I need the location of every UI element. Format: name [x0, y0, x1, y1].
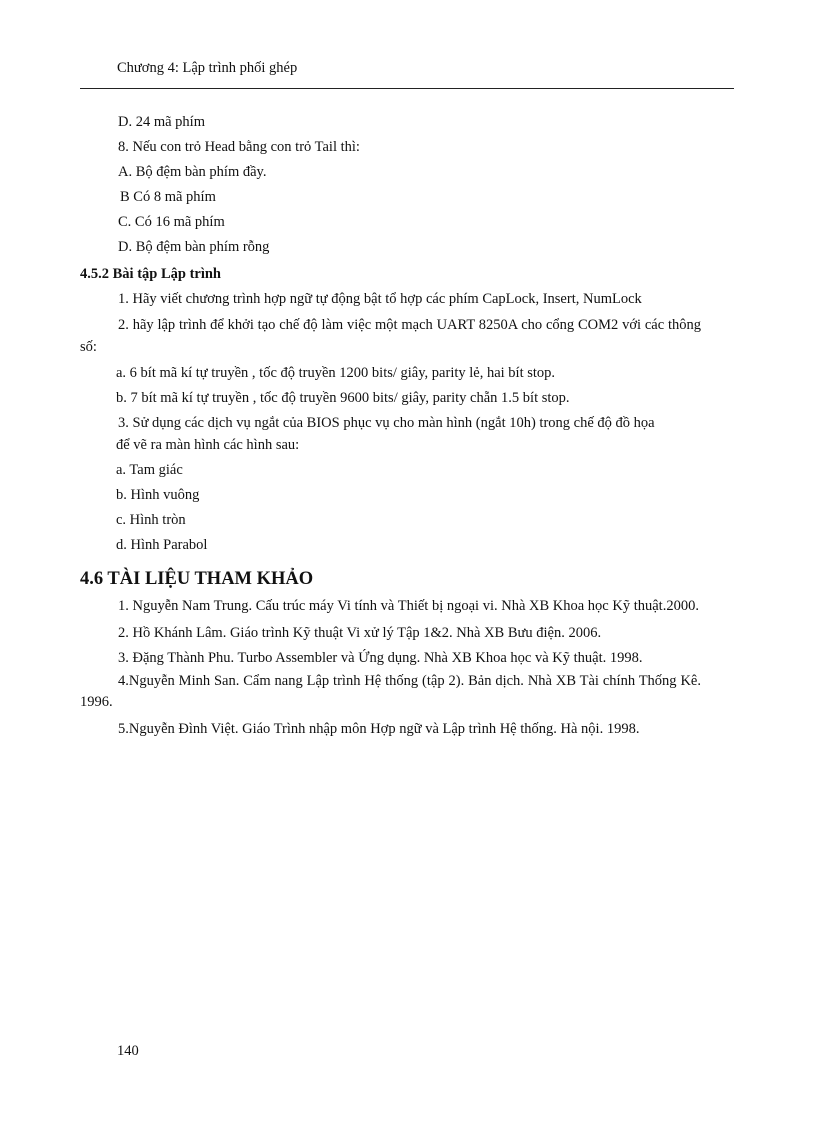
reference-item: 3. Đặng Thành Phu. Turbo Assembler và Ứng dụng. Nhà XB Khoa học và Kỹ thuật. 1998.: [118, 649, 643, 666]
exercise-2: 2. hãy lập trình để khởi tạo chế độ làm việc một mạch UART 8250A cho cổng COM2 với các thông số:: [80, 317, 701, 355]
exercise-3: 3. Sử dụng các dịch vụ ngắt của BIOS phục vụ cho màn hình (ngắt 10h) trong chế độ đồ họa: [118, 415, 655, 431]
reference-item: 4.Nguyễn Minh San. Cẩm nang Lập trình Hệ thống (tập 2). Bản dịch. Nhà XB Tài chính Thống Kê. 1996.: [80, 672, 701, 710]
exercise-2-a: a. 6 bít mã kí tự truyền , tốc độ truyền 1200 bits/ giây, parity lẻ, hai bít stop.: [116, 365, 556, 381]
shape-item: a. Tam giác: [116, 462, 183, 478]
reference-item: 2. Hồ Khánh Lâm. Giáo trình Kỹ thuật Vi xử lý Tập 1&2. Nhà XB Bưu điện. 2006.: [118, 624, 602, 641]
option-c-16-keys: C. Có 16 mã phím: [118, 214, 225, 230]
option-d-empty: D. Bộ đệm bàn phím rỗng: [118, 239, 270, 255]
reference-item: 1. Nguyễn Nam Trung. Cấu trúc máy Vi tính và Thiết bị ngoại vi. Nhà XB Khoa học Kỹ thuật.2000.: [118, 598, 699, 614]
shape-item: b. Hình vuông: [116, 487, 200, 503]
page-body: [80, 110, 701, 742]
exercise-3-continued: để vẽ ra màn hình các hình sau:: [116, 437, 300, 453]
reference-item: 5.Nguyễn Đình Việt. Giáo Trình nhập môn Hợp ngữ và Lập trình Hệ thống. Hà nội. 1998.: [118, 720, 640, 737]
section-heading-4-5-2: 4.5.2 Bài tập Lập trình: [80, 266, 221, 282]
running-header: Chương 4: Lập trình phối ghép: [117, 60, 298, 76]
question-8: 8. Nếu con trỏ Head bằng con trỏ Tail thì:: [118, 139, 360, 155]
exercise-1: 1. Hãy viết chương trình hợp ngữ tự động bật tổ hợp các phím CapLock, Insert, NumLock: [118, 291, 642, 307]
section-heading-4-6: 4.6 TÀI LIỆU THAM KHẢO: [80, 569, 314, 589]
option-a-full: A. Bộ đệm bàn phím đầy.: [118, 164, 267, 180]
option-d-24: D. 24 mã phím: [118, 114, 205, 130]
page-number: 140: [117, 1043, 139, 1059]
exercise-2-b: b. 7 bít mã kí tự truyền , tốc độ truyền 9600 bits/ giây, parity chẵn 1.5 bít stop.: [116, 390, 570, 406]
shape-item: d. Hình Parabol: [116, 537, 208, 553]
header-divider: [80, 88, 734, 89]
option-b-8-keys: B Có 8 mã phím: [120, 189, 216, 205]
shape-item: c. Hình tròn: [116, 512, 186, 528]
